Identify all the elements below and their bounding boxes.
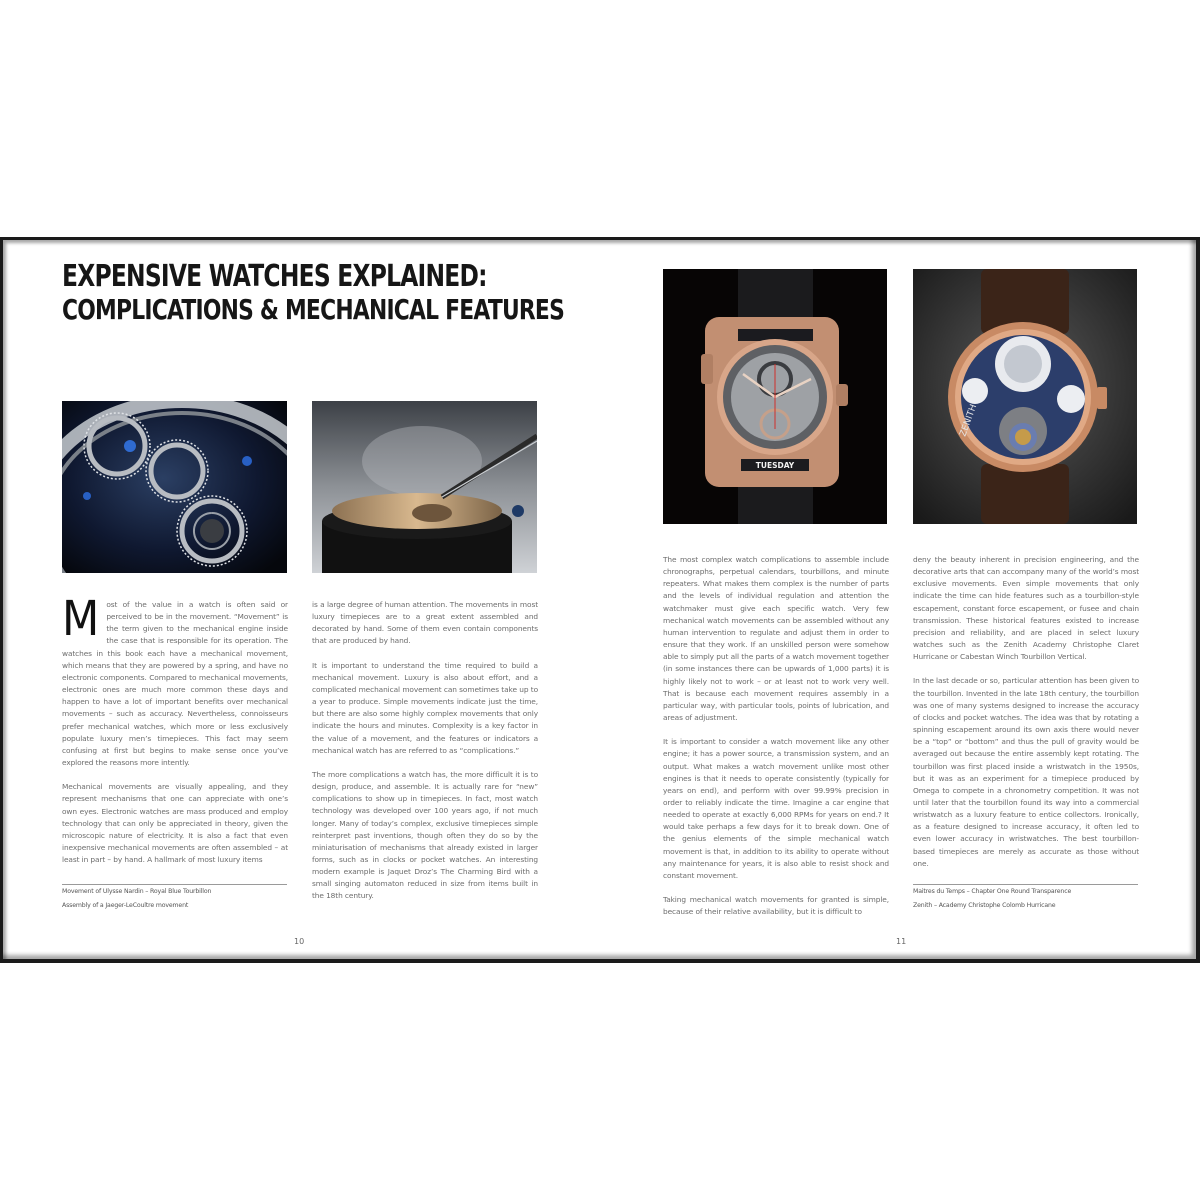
paragraph: The more complications a watch has, the more difficult it is to design, produce, and assemble. It is actually rare for “new” complications to show up in timepieces. In fact, most watch technology was developed over 100 years ago, if not much longer. Many of today’s complex, exclusive timepieces simple reinterpret past inventions, though often they do so by the miniaturisation of mechanisms that already existed in larger forms, such as in clocks or pocket watches. An interesting modern example is Jaquet Droz’s The Charming Bird with a small singing automaton reduced in size from items built in the 18th century. (312, 769, 538, 901)
date-window-label: TUESDAY (755, 461, 795, 470)
title-line-2: COMPLICATIONS & MECHANICAL FEATURES (62, 293, 565, 326)
photo-ulysse-nardin-movement (62, 401, 287, 573)
left-column-1 (62, 591, 288, 878)
caption-jaeger-lecoultre: Assembly of a Jaeger-LeCoultre movement (62, 902, 189, 909)
paragraph: ost of the value in a watch is often said or perceived to be in the movement. “Movement” is the term given to the mechanical engine inside the case that is responsible for its operation. The watches in this book each have a mechanical movement, which means that they are powered by a spring, and have no electronic components. Compared to mechanical movements, electronic ones are much more common these days and happen to have a lot of important benefits over mechanical movements – such as accuracy. Nevertheless, connoisseurs prefer mechanical watches, which more or less exclusively populate luxury men’s timepieces. This fact may seem confusing at first but begins to make sense once you’ve explored the reasons more intently. (62, 600, 288, 768)
paragraph: is a large degree of human attention. The movements in most luxury timepieces are to a great extent assembled and decorated by hand. Some of them even contain components that are produced by hand. (312, 600, 538, 646)
paragraph: deny the beauty inherent in precision engineering, and the decorative arts that can accompany many of the world’s most exclusive movements. Even simple movements that only indicate the time can hide features such as a tourbillon-style escapement, constant force escapement, or fusee and chain transmission. These historical features existed to increase precision and reliability, and are placed in select luxury watches such as the Zenith Academy Christophe Claret Hurricane or Cabestan Winch Tourbillon Vertical. (913, 555, 1139, 662)
caption-divider (62, 884, 287, 885)
title-line-1: EXPENSIVE WATCHES EXPLAINED: (62, 259, 487, 294)
page-number-left: 10 (294, 937, 305, 946)
left-column-2 (312, 599, 538, 915)
photo-jaeger-lecoultre-assembly (312, 401, 537, 573)
caption-zenith: Zenith – Academy Christophe Colomb Hurricane (913, 902, 1056, 909)
right-column-1 (663, 554, 889, 930)
dial-brand-label: ZENITH (958, 403, 980, 439)
right-column-2 (913, 554, 1139, 882)
drop-cap: M (62, 591, 100, 647)
caption-maitres-du-temps: Maitres du Temps – Chapter One Round Transparence (913, 888, 1072, 895)
paragraph: Taking mechanical watch movements for granted is simple, because of their relative availability, but it is difficult to (663, 895, 889, 917)
photo-maitres-du-temps-watch (663, 269, 887, 524)
page-title (62, 260, 564, 326)
photo-zenith-academy-watch (913, 269, 1137, 524)
caption-divider (913, 884, 1138, 885)
paragraph: In the last decade or so, particular attention has been given to the tourbillon. Invented in the late 18th century, the tourbillon was one of many systems designed to increase the accuracy of clocks and pocket watches. The idea was that by rotating a spinning escapement around its own axis there would never be a “top” or “bottom” and thus the pull of gravity would be averaged out because the entire assembly kept rotating. The tourbillon was first placed inside a wristwatch in the 1950s, but it was as an experiment for a timepiece produced by Omega to compete in a chronometry competition. It was not until later that the tourbillon found its way into a commercial wristwatch as a luxury feature to entice collectors. Ironically, as a feature designed to increase accuracy, it often led to even lower accuracy in wristwatches. The best tourbillon-based timepieces are merely as accurate as those without one. (913, 676, 1139, 868)
paragraph: It is important to understand the time required to build a mechanical movement. Luxury is also about effort, and a complicated mechanical movement can sometimes take up to a year to produce. Simple movements indicate just the time, but there are also some highly complex movements that only indicate the hours and minutes. Complexity is a key factor in the value of a movement, and the features or indicators a mechanical watch has are referred to as “complications.” (312, 660, 538, 755)
page-number-right: 11 (896, 937, 907, 946)
paragraph: The most complex watch complications to assemble include chronographs, perpetual calendars, tourbillons, and minute repeaters. What makes them complex is the number of parts and the levels of individual regulation and attention the watchmaker must give each specific watch. Very few mechanical watch movements can be assembled without any human intervention to regulate and adjust them in order to ensure that they work. If an unskilled person were somehow able to simply put all the parts of a watch movement together (in some instances there can be upwards of 1,000 parts) it is highly likely not to work – or at least not to work very well. That is because each movement requires assembly in a particular way, with particular tools, points of lubrication, and areas of adjustment. (663, 555, 889, 723)
paragraph: Mechanical movements are visually appealing, and they represent mechanisms that one can appreciate with one’s own eyes. Electronic watches are mass produced and employ technology that can only be appreciated in theory, given the microscopic nature of electricity. It is also a fact that even inexpensive mechanical movements are often assembled – at least in part – by hand. A hallmark of most luxury items (62, 782, 288, 865)
caption-ulysse-nardin: Movement of Ulysse Nardin – Royal Blue Tourbillon (62, 888, 212, 895)
paragraph: It is important to consider a watch movement like any other engine; it has a power source, a transmission system, and an output. What makes a watch movement unlike most other engines is that it needs to operate consistently (typically for years on end), and perform with over 99.99% precision in order to reliably indicate the time. Imagine a car engine that needed to operate at exactly 6,000 RPMs for years on end.? It would take perhaps a few days for it to break down. One of the genius elements of the simple mechanical watch movement is that, in addition to its ability to operate without any maintenance for years, it is also able to resist shock and constant movement. (663, 737, 889, 880)
